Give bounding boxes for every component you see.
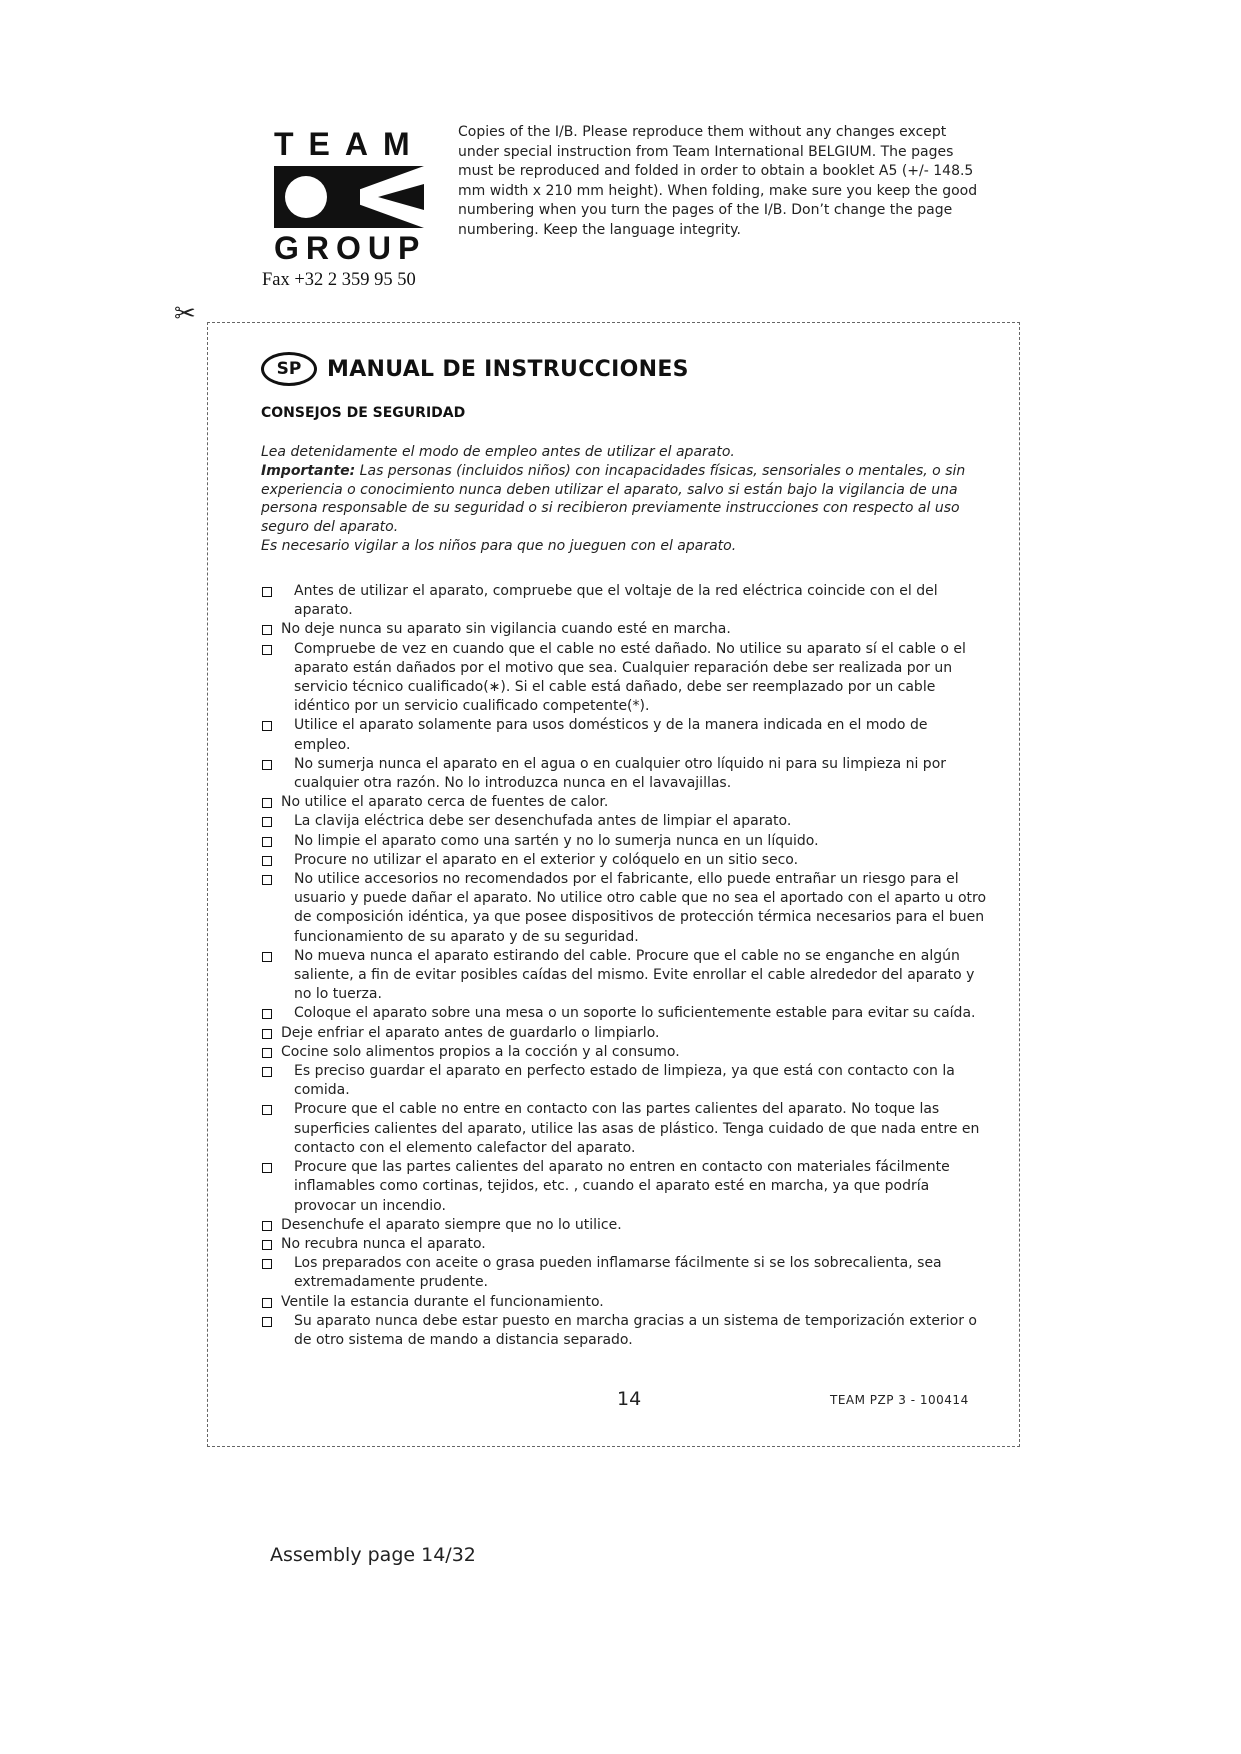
checkbox-icon (262, 760, 272, 770)
list-item: Procure que el cable no entre en contacto con las partes calientes del aparato. No toque las superficies calientes del aparato, utilice las asas de plástico. Tenga cuidado de que nada entre en contacto con el elemento calefactor del aparato. (261, 1100, 986, 1158)
scissors-icon: ✂ (174, 299, 196, 329)
list-item: Antes de utilizar el aparato, compruebe que el voltaje de la red eléctrica coincide con el del aparato. (261, 582, 986, 620)
checkbox-icon (262, 1163, 272, 1173)
checkbox-icon (262, 1259, 272, 1269)
intro-important (261, 462, 986, 537)
checkbox-icon (262, 1221, 272, 1231)
logo-bottom-text: GROUP (274, 230, 427, 266)
reproduction-instructions: Copies of the I/B. Please reproduce them without any changes except under special instruction from Team International BELGIUM. The pages must be reproduced and folded in order to obtain a booklet A5 (+/- 148.5 mm width x 210 mm height). When folding, make sure you keep the good numbering when you turn the pages of the I/B. Don’t change the page numbering. Keep the language integrity. (458, 124, 978, 238)
list-item: No mueva nunca el aparato estirando del cable. Procure que el cable no se enganche en algún saliente, a fin de evitar posibles caídas del mismo. Evite enrollar el cable alrededor del aparato y no lo tuerza. (261, 947, 986, 1005)
checkbox-icon (262, 721, 272, 731)
list-item: No utilice accesorios no recomendados por el fabricante, ello puede entrañar un riesgo para el usuario y puede dañar el aparato. No utilice otro cable que no sea el aportado con el aparto u otro de composición idéntica, ya que posee dispositivos de protección térmica necesarios para el buen funcionamiento de su aparato y de su seguridad. (261, 870, 986, 947)
checkbox-icon (262, 587, 272, 597)
assembly-page-label: Assembly page 14/32 (270, 1544, 476, 1566)
model-code: TEAM PZP 3 - 100414 (830, 1393, 969, 1407)
list-item: Es preciso guardar el aparato en perfecto estado de limpieza, ya que está con contacto con la comida. (261, 1062, 986, 1100)
checkbox-icon (262, 1298, 272, 1308)
language-badge: SP (261, 352, 317, 386)
list-item: Coloque el aparato sobre una mesa o un soporte lo suficientemente estable para evitar su caída. (261, 1004, 986, 1023)
list-item: No limpie el aparato como una sartén y no lo sumerja nunca en un líquido. (261, 832, 986, 851)
checkbox-icon (262, 645, 272, 655)
section-heading: CONSEJOS DE SEGURIDAD (261, 405, 466, 421)
safety-list (261, 582, 986, 1350)
list-item: Cocine solo alimentos propios a la cocción y al consumo. (261, 1043, 986, 1062)
team-group-logo (262, 128, 432, 291)
intro-text (261, 443, 986, 556)
list-item: Deje enfriar el aparato antes de guardarlo o limpiarlo. (261, 1024, 986, 1043)
checkbox-icon (262, 837, 272, 847)
list-item: Desenchufe el aparato siempre que no lo utilice. (261, 1216, 986, 1235)
important-label: Importante: (261, 462, 356, 479)
list-item: Procure no utilizar el aparato en el exterior y colóquelo en un sitio seco. (261, 851, 986, 870)
checkbox-icon (262, 817, 272, 827)
checkbox-icon (262, 856, 272, 866)
list-item: No recubra nunca el aparato. (261, 1235, 986, 1254)
intro-line-3: Es necesario vigilar a los niños para que no jueguen con el aparato. (261, 537, 737, 554)
checkbox-icon (262, 625, 272, 635)
checkbox-icon (262, 798, 272, 808)
list-item: No utilice el aparato cerca de fuentes de calor. (261, 793, 986, 812)
fax-number: Fax +32 2 359 95 50 (262, 270, 416, 290)
important-text: Las personas (incluidos niños) con incapacidades físicas, sensoriales o mentales, o sin experiencia o conocimiento nunca deben utilizar el aparato, salvo si están bajo la vigilancia de una persona responsable de su seguridad o si recibieron previamente instrucciones con respecto al uso seguro del aparato. (261, 462, 966, 536)
checkbox-icon (262, 1105, 272, 1115)
intro-line-1: Lea detenidamente el modo de empleo antes de utilizar el aparato. (261, 444, 735, 460)
checkbox-icon (262, 1240, 272, 1250)
logo-k-mark-icon (274, 166, 424, 228)
checkbox-icon (262, 1009, 272, 1019)
list-item: Su aparato nunca debe estar puesto en marcha gracias a un sistema de temporización exterior o de otro sistema de mando a distancia separado. (261, 1312, 986, 1350)
list-item: Procure que las partes calientes del aparato no entren en contacto con materiales fácilmente inflamables como cortinas, tejidos, etc. , cuando el aparato esté en marcha, ya que podría provocar un incendio. (261, 1158, 986, 1216)
checkbox-icon (262, 1067, 272, 1077)
manual-title-row (261, 352, 689, 386)
list-item: No sumerja nunca el aparato en el agua o en cualquier otro líquido ni para su limpieza ni por cualquier otra razón. No lo introduzca nunca en el lavavajillas. (261, 755, 986, 793)
checkbox-icon (262, 875, 272, 885)
list-item: Ventile la estancia durante el funcionamiento. (261, 1293, 986, 1312)
logo-top-text: TEAM (274, 126, 425, 162)
checkbox-icon (262, 1048, 272, 1058)
list-item: Los preparados con aceite o grasa pueden inflamarse fácilmente si se los sobrecalienta, sea extremadamente prudente. (261, 1254, 986, 1292)
list-item: No deje nunca su aparato sin vigilancia cuando esté en marcha. (261, 620, 986, 639)
checkbox-icon (262, 952, 272, 962)
checkbox-icon (262, 1317, 272, 1327)
list-item: La clavija eléctrica debe ser desenchufada antes de limpiar el aparato. (261, 812, 986, 831)
checkbox-icon (262, 1029, 272, 1039)
list-item: Compruebe de vez en cuando que el cable no esté dañado. No utilice su aparato sí el cable o el aparato están dañados por el motivo que sea. Cualquier reparación debe ser realizada por un servicio técnico cualificado(∗). Si el cable está dañado, debe ser reemplazado por un cable idéntico por un servicio cualificado competente(*). (261, 640, 986, 717)
page-number: 14 (617, 1388, 642, 1410)
manual-title: MANUAL DE INSTRUCCIONES (327, 356, 689, 382)
list-item: Utilice el aparato solamente para usos domésticos y de la manera indicada en el modo de empleo. (261, 716, 986, 754)
